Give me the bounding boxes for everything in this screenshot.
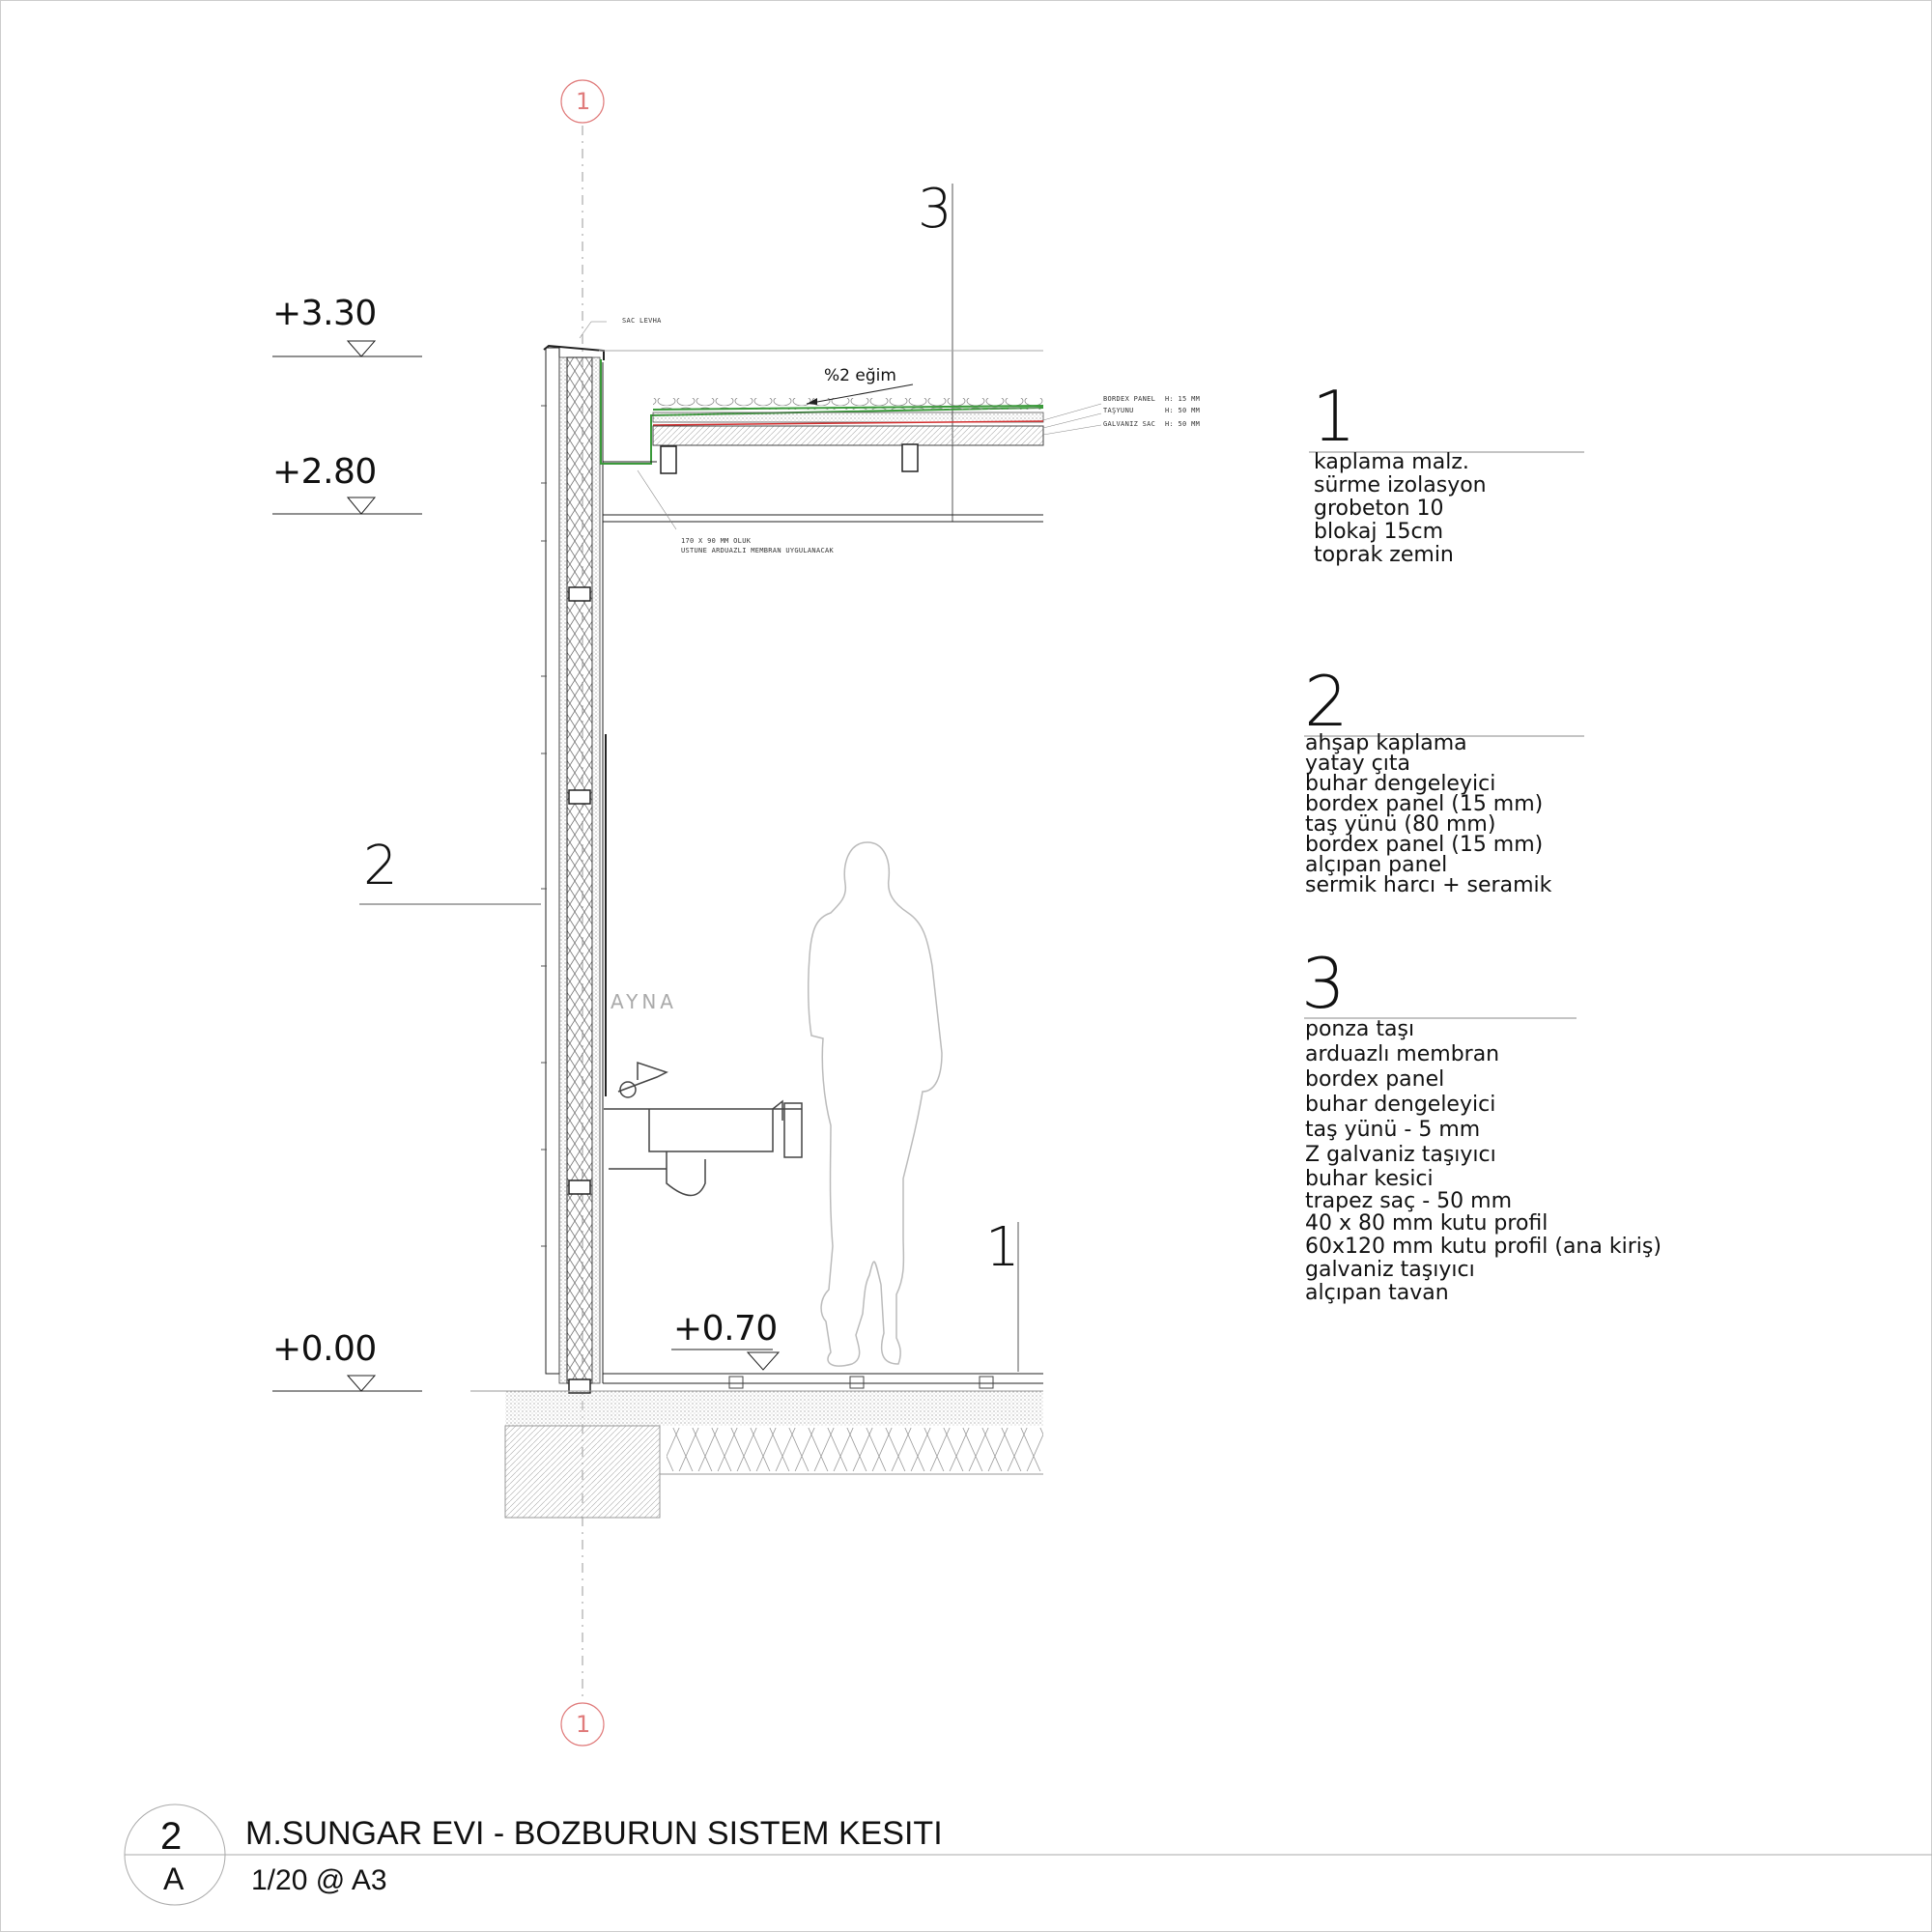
level-marker-ground bbox=[272, 1376, 422, 1391]
sheet-letter: A bbox=[163, 1861, 185, 1896]
note-roof-layer3: GALVANIZ SAC bbox=[1103, 420, 1156, 428]
legend-item: 60x120 mm kutu profil (ana kiriş) bbox=[1305, 1235, 1662, 1259]
legend-item: buhar dengeleyici bbox=[1305, 1093, 1496, 1117]
legend-3-list bbox=[1305, 1017, 1662, 1305]
legend-item: buhar kesici bbox=[1305, 1167, 1434, 1191]
legend-item: bordex panel bbox=[1305, 1067, 1445, 1092]
grid-axis-label-bottom: 1 bbox=[576, 1711, 591, 1738]
legend-item: trapez saç - 50 mm bbox=[1305, 1189, 1513, 1213]
level-marker-top bbox=[272, 341, 422, 356]
roof-slope-label: %2 eğim bbox=[824, 366, 896, 385]
legend-item: sürme izolasyon bbox=[1314, 473, 1487, 497]
sheet-number: 2 bbox=[160, 1815, 183, 1858]
note-roof-layer2: TAŞYUNU bbox=[1103, 407, 1134, 414]
legend-1-number: 1 bbox=[1312, 376, 1356, 457]
legend-item: grobeton 10 bbox=[1314, 497, 1444, 521]
legend-item: ahşap kaplama bbox=[1305, 731, 1467, 755]
level-top-label: +3.30 bbox=[272, 294, 377, 333]
mirror-label: AYNA bbox=[611, 990, 677, 1013]
legend-item: 40 x 80 mm kutu profil bbox=[1305, 1211, 1548, 1236]
legend-item: galvaniz taşıyıcı bbox=[1305, 1258, 1475, 1282]
legend-item: blokaj 15cm bbox=[1314, 520, 1443, 544]
level-marker-upper bbox=[272, 497, 422, 514]
level-counter-label: +0.70 bbox=[673, 1309, 778, 1349]
note-roof-layer3-dim: H: 50 MM bbox=[1165, 420, 1201, 428]
sink bbox=[604, 1063, 802, 1196]
legend-2-list bbox=[1305, 733, 1551, 895]
legend-3-number: 3 bbox=[1301, 943, 1346, 1024]
legend-item: yatay çıta bbox=[1305, 752, 1410, 776]
sheet-border bbox=[1, 1, 1932, 1932]
legend-1-list bbox=[1314, 451, 1487, 567]
legend-item: buhar dengeleyici bbox=[1305, 772, 1496, 796]
legend-item: arduazlı membran bbox=[1305, 1042, 1500, 1066]
wall-section bbox=[541, 346, 604, 1393]
level-ground-label: +0.00 bbox=[272, 1329, 377, 1369]
drawing-title: M.SUNGAR EVI - BOZBURUN SISTEM KESITI bbox=[245, 1815, 943, 1852]
legend-item: alçıpan tavan bbox=[1305, 1281, 1449, 1305]
legend-item: taş yünü (80 mm) bbox=[1305, 812, 1496, 837]
legend-item: alçıpan panel bbox=[1305, 853, 1448, 877]
human-silhouette bbox=[809, 842, 942, 1366]
note-sac-levha: SAC LEVHA bbox=[622, 317, 662, 325]
legend-item: ponza taşı bbox=[1305, 1017, 1415, 1041]
roof-section bbox=[580, 322, 1101, 529]
section-marker-1: 1 bbox=[985, 1216, 1020, 1279]
legend-2-number: 2 bbox=[1304, 661, 1349, 742]
legend-item: kaplama malz. bbox=[1314, 450, 1469, 474]
level-marker-counter bbox=[671, 1350, 779, 1370]
grid-axis-label-top: 1 bbox=[576, 88, 591, 115]
floor-section bbox=[470, 1374, 1043, 1518]
section-marker-2: 2 bbox=[363, 835, 398, 897]
legend-item: sermik harcı + seramik bbox=[1305, 873, 1552, 897]
legend-item: bordex panel (15 mm) bbox=[1305, 833, 1544, 857]
note-gutter-line2: USTUNE ARDUAZLI MEMBRAN UYGULANACAK bbox=[681, 547, 835, 554]
note-roof-layer1-dim: H: 15 MM bbox=[1165, 395, 1201, 403]
note-roof-layer2-dim: H: 50 MM bbox=[1165, 407, 1201, 414]
section-marker-3: 3 bbox=[918, 178, 952, 241]
note-roof-layer1: BORDEX PANEL bbox=[1103, 395, 1156, 403]
level-upper-label: +2.80 bbox=[272, 452, 377, 492]
legend-item: taş yünü - 5 mm bbox=[1305, 1118, 1481, 1142]
legend-item: bordex panel (15 mm) bbox=[1305, 792, 1544, 816]
legend-item: toprak zemin bbox=[1314, 543, 1454, 567]
drawing-scale: 1/20 @ A3 bbox=[251, 1864, 387, 1896]
legend-item: Z galvaniz taşıyıcı bbox=[1305, 1143, 1496, 1167]
note-gutter-line1: 170 X 90 MM OLUK bbox=[681, 537, 752, 545]
